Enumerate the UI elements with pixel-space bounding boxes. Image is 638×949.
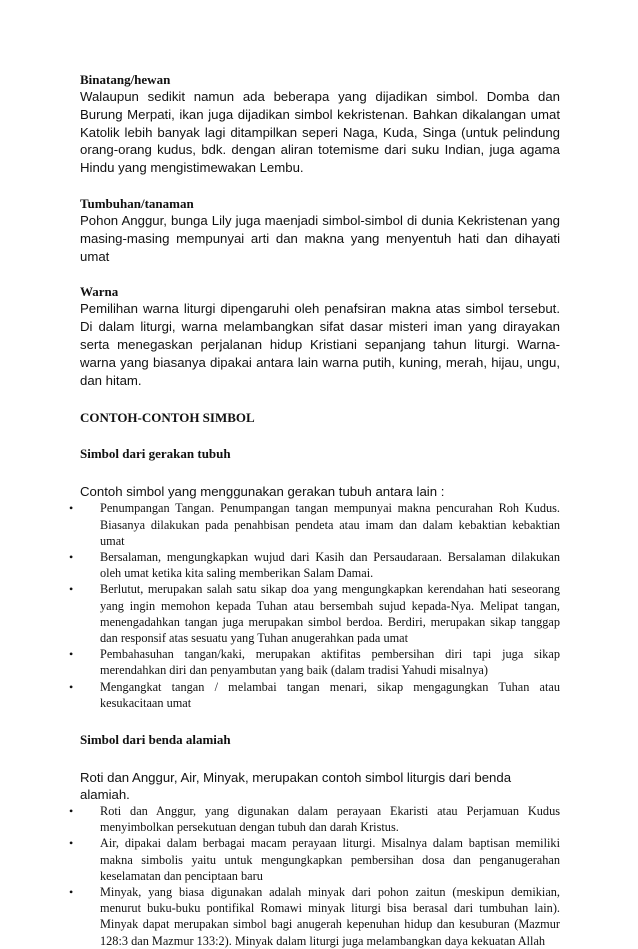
spacer — [80, 389, 560, 410]
paragraph-warna: Pemilihan warna liturgi dipengaruhi oleh penafsiran makna atas simbol tersebut. Di dalam liturgi, warna melambangkan sifat dasar misteri iman yang dirayakan serta menegaskan perjalanan hidup Kristiani sepanjang tahun liturgi. Warna-warna yang biasanya dipakai antara lain warna putih, kuning, merah, hijau, ungu, dan hitam. — [80, 301, 560, 388]
spacer — [80, 462, 560, 483]
list-item: • Air, dipakai dalam berbagai macam perayaan liturgi. Misalnya dalam baptisan memiliki makna simbolis yaitu untuk mengungkapkan pembersihan dosa dan penganugerahan keselamatan dan penciptaan baru — [80, 835, 560, 884]
list-item: • Pembahasuhan tangan/kaki, merupakan aktifitas pembersihan diri tapi juga sikap merendahkan diri dan penyambutan yang baik (dalam tradisi Yahudi misalnya) — [80, 646, 560, 678]
spacer — [80, 711, 560, 732]
intro-benda-alamiah: Roti dan Anggur, Air, Minyak, merupakan contoh simbol liturgis dari benda alamiah. — [80, 770, 512, 802]
list-item: • Bersalaman, mengungkapkan wujud dari Kasih dan Persaudaraan. Bersalaman dilakukan oleh umat ketika kita saling memberikan Salam Damai. — [80, 549, 560, 581]
heading-warna: Warna — [80, 284, 119, 300]
spacer — [80, 426, 560, 446]
paragraph-binatang: Walaupun sedikit namun ada beberapa yang dijadikan simbol. Domba dan Burung Merpati, ikan juga dijadikan simbol kekristenan. Bahkan dikalangan umat Katolik lebih banyak lagi ditampilkan seperi Naga, Kuda, Singa (untuk pelindung orang-orang kudus, bdk. dengan aliran totemisme dari suku Indian, juga agama Hindu yang mengistimewakan Lembu. — [80, 89, 560, 176]
list-item: • Mengangkat tangan / melambai tangan menari, sikap mengagungkan Tuhan atau kesukacitaan umat — [80, 679, 560, 711]
list-item: • Minyak, yang biasa digunakan adalah minyak dari pohon zaitun (meskipun demikian, menurut buku-buku pontifikal Romawi minyak liturgi bisa berasal dari tumbuhan lain). Minyak dapat merupakan simbol bagi anugerah kepenuhan hidup dan kesuburan (Mazmur 128:3 dan Mazmur 133:2). Minyak dalam liturgi juga melambangkan daya kekuatan Allah — [80, 884, 560, 949]
list-gerakan-tubuh — [80, 500, 560, 711]
heading-contoh-simbol: CONTOH-CONTOH SIMBOL — [80, 410, 255, 426]
list-item: • Berlutut, merupakan salah satu sikap doa yang mengungkapkan kerendahan hati seseorang yang ingin memohon kepada Tuhan atau bersembah sujud kepada-Nya. Melipat tangan, menengadahkan tangan juga merupakan simbol berdoa. Berdiri, merupakan sikap tanggap dan responsif atas sesuatu yang Tuhan anugerahkan pada umat — [80, 581, 560, 646]
spacer — [80, 265, 560, 284]
document-page — [80, 72, 560, 949]
spacer — [80, 748, 560, 769]
list-item: • Roti dan Anggur, yang digunakan dalam perayaan Ekaristi atau Perjamuan Kudus menyimbolkan persekutuan dengan tubuh dan darah Kristus. — [80, 803, 560, 835]
list-benda-alamiah — [80, 803, 560, 949]
intro-gerakan-tubuh: Contoh simbol yang menggunakan gerakan tubuh antara lain : — [80, 484, 445, 500]
heading-binatang: Binatang/hewan — [80, 72, 171, 87]
spacer — [80, 177, 560, 196]
heading-benda-alamiah: Simbol dari benda alamiah — [80, 732, 231, 747]
heading-tumbuhan: Tumbuhan/tanaman — [80, 195, 194, 211]
list-item: • Penumpangan Tangan. Penumpangan tangan mempunyai makna pencurahan Roh Kudus. Biasanya dilakukan pada penahbisan pendeta atau imam dan dalam kebaktian kebaktian umat — [80, 500, 560, 549]
heading-gerakan-tubuh: Simbol dari gerakan tubuh — [80, 446, 231, 462]
paragraph-tumbuhan: Pohon Anggur, bunga Lily juga maenjadi simbol-simbol di dunia Kekristenan yang masing-masing mempunyai arti dan makna yang menyentuh hati dan dihayati umat — [80, 212, 560, 264]
